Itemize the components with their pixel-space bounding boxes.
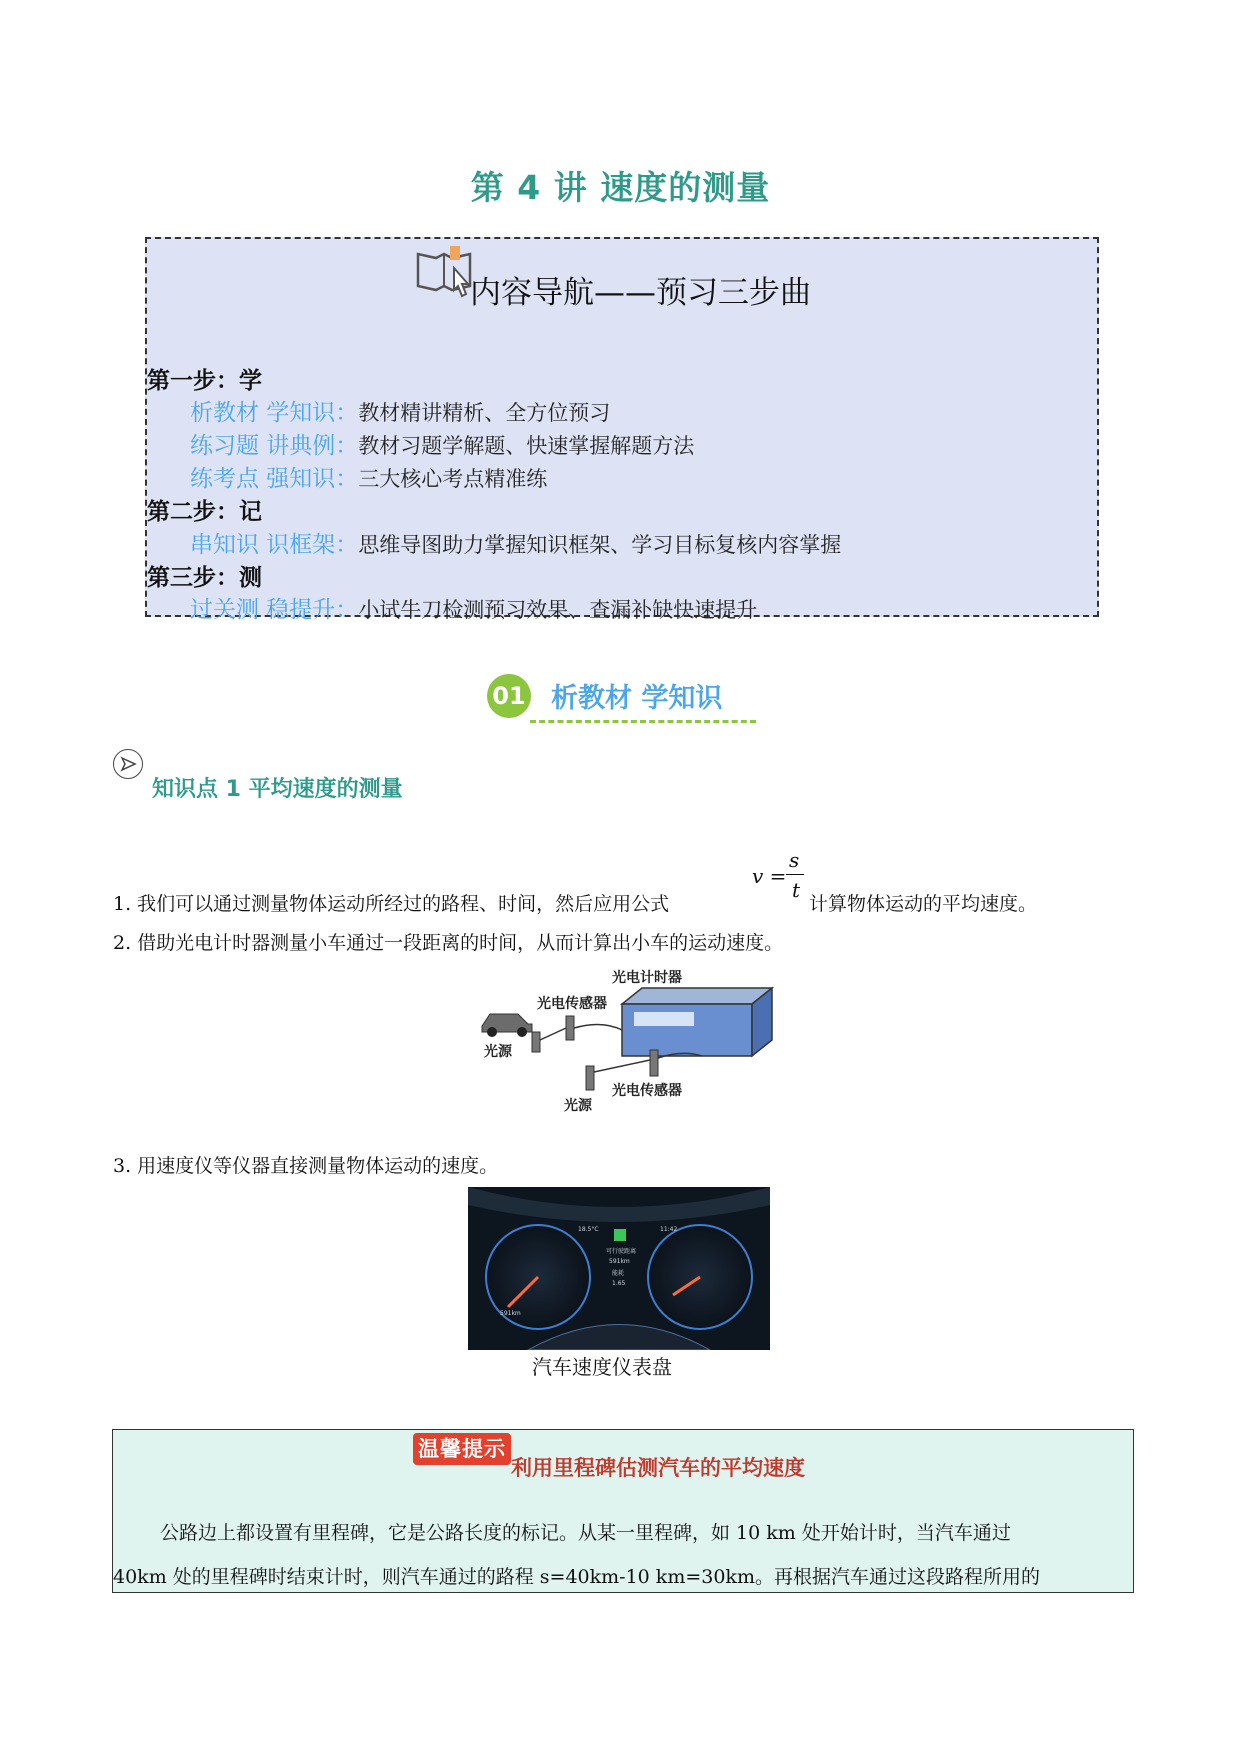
formula-numerator: s: [789, 848, 800, 872]
label-sensor-top: 光电传感器: [537, 996, 607, 1012]
paragraph-1-text: 1. 我们可以通过测量物体运动所经过的路程、时间，然后应用公式: [113, 893, 670, 915]
label-source-bottom: 光源: [564, 1098, 592, 1114]
photoelectric-timer-figure: [462, 960, 782, 1120]
step-3-item: 过关测 稳提升：小试牛刀检测预习效果、查漏补缺快速提升: [190, 597, 758, 623]
step-1-item: 析教材 学知识：教材精讲精析、全方位预习: [190, 400, 611, 426]
dash-range-value: 591km: [609, 1258, 630, 1265]
tip-line-1: 公路边上都设置有里程碑，它是公路长度的标记。从某一里程碑，如 10 km 处开始计时，当汽车通过: [160, 1522, 1011, 1544]
formula-fraction-bar: [786, 874, 804, 875]
tip-line-2: 40km 处的里程碑时结束计时，则汽车通过的路程 s=40km-10 km=30km。再根据汽车通过这段路程所用的: [113, 1566, 1040, 1588]
paragraph-2: 2. 借助光电计时器测量小车通过一段距离的时间，从而计算出小车的运动速度。: [113, 932, 784, 954]
dash-temp: 18.5°C: [578, 1226, 599, 1233]
navigation-heading: 内容导航——预习三步曲: [470, 275, 811, 311]
label-timer: 光电计时器: [612, 970, 682, 986]
dash-fuel: 591km: [500, 1310, 521, 1317]
section-label: 析教材 学知识: [551, 683, 723, 714]
send-arrow-icon: [113, 749, 143, 779]
dash-eco-label: 能耗: [612, 1270, 625, 1277]
label-source-left: 光源: [484, 1044, 512, 1060]
knowledge-point-title: 知识点 1 平均速度的测量: [152, 777, 403, 802]
step-1-item: 练习题 讲典例：教材习题学解题、快速掌握解题方法: [190, 433, 695, 459]
step-3-heading: 第三步：测: [147, 565, 262, 591]
dash-eco-value: 1.65: [612, 1280, 626, 1287]
formula-denominator: t: [792, 878, 801, 902]
step-2-heading: 第二步：记: [147, 499, 262, 525]
step-1-item: 练考点 强知识：三大核心考点精准练: [190, 466, 548, 492]
paragraph-1-continuation: 计算物体运动的平均速度。: [809, 893, 1038, 915]
formula-lhs: v =: [752, 864, 787, 888]
paragraph-3: 3. 用速度仪等仪器直接测量物体运动的速度。: [113, 1155, 499, 1177]
dash-time: 11:42: [660, 1226, 678, 1233]
page-title: 第 4 讲 速度的测量: [470, 168, 771, 207]
section-number-badge: 01: [487, 674, 531, 718]
book-pointer-icon: [414, 240, 476, 302]
figure-caption: 汽车速度仪表盘: [532, 1355, 672, 1379]
dash-range-label: 可行驶距离: [606, 1248, 637, 1255]
label-sensor-bottom: 光电传感器: [612, 1083, 682, 1099]
speedometer-dashboard-figure: [468, 1187, 770, 1350]
tip-title: 利用里程碑估测汽车的平均速度: [511, 1456, 805, 1480]
step-1-heading: 第一步：学: [147, 368, 262, 394]
tip-badge: 温馨提示: [413, 1433, 511, 1465]
step-2-item: 串知识 识框架：思维导图助力掌握知识框架、学习目标复核内容掌握: [190, 532, 842, 558]
section-underline: [530, 720, 756, 723]
